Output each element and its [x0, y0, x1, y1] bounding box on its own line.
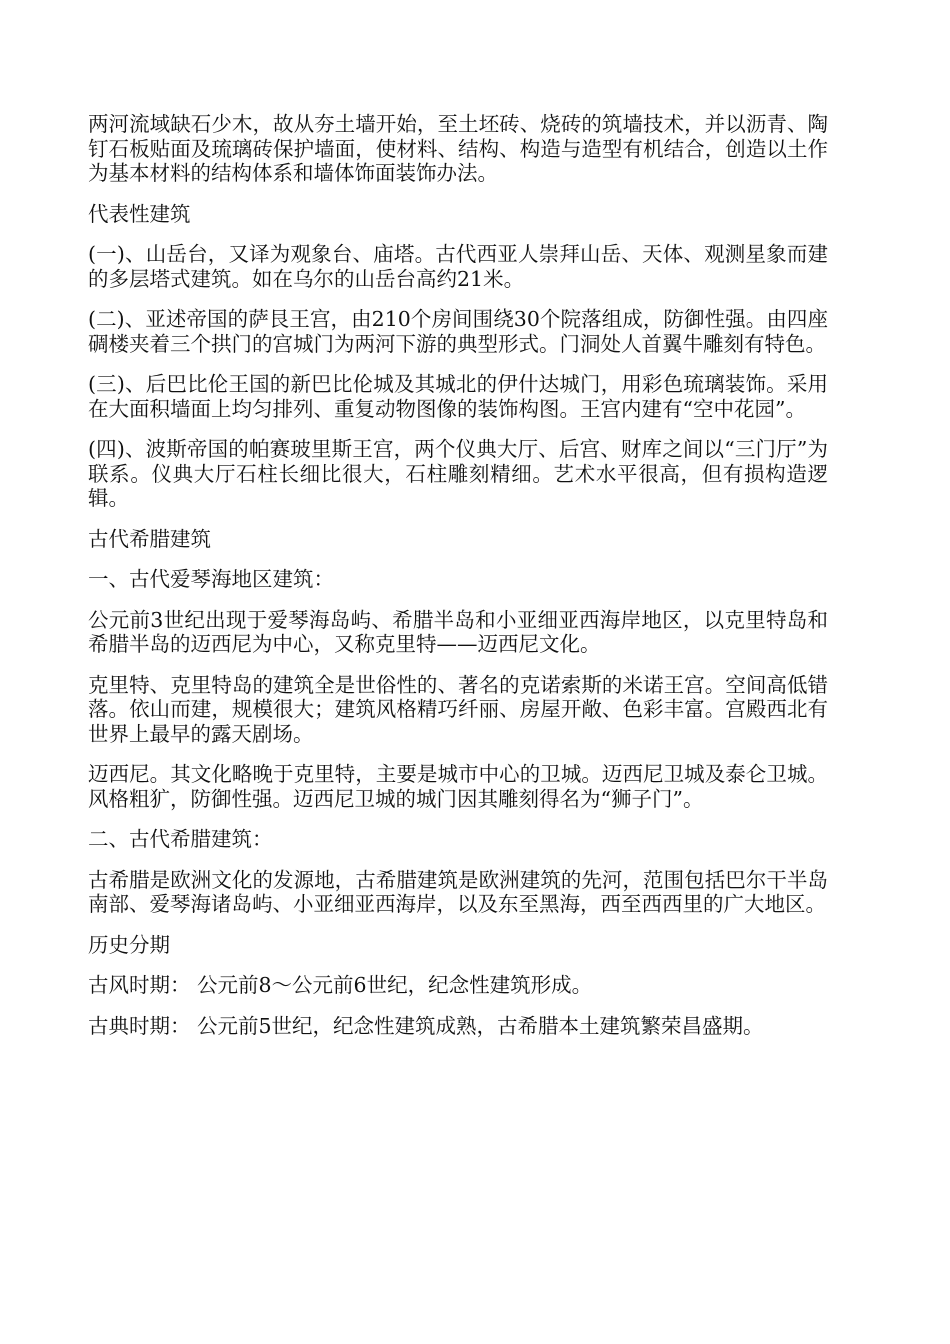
paragraph-intro: 两河流域缺石少木，故从夯土墙开始，至土坯砖、烧砖的筑墙技术，并以沥青、陶钉石板贴面及琉璃砖保护墙面，使材料、结构、构造与造型有机结合，创造以土作为基本材料的结构体系和墙体饰面装饰办法。	[88, 112, 828, 185]
paragraph-babylon: (三)、后巴比伦王国的新巴比伦城及其城北的伊什达城门，用彩色琉璃装饰。采用在大面积墙面上均匀排列、重复动物图像的装饰构图。王宫内建有“空中花园”。	[88, 372, 828, 421]
paragraph-archaic-period: 古风时期： 公元前8～公元前6世纪，纪念性建筑形成。	[88, 973, 593, 997]
paragraph-crete: 克里特、克里特岛的建筑全是世俗性的、著名的克诺索斯的米诺王宫。空间高低错落。依山而建，规模很大；建筑风格精巧纤丽、房屋开敞、色彩丰富。宫殿西北有世界上最早的露天剧场。	[88, 672, 828, 746]
paragraph-classical-period: 古典时期： 公元前5世纪，纪念性建筑成熟，古希腊本土建筑繁荣昌盛期。	[88, 1013, 764, 1038]
heading-representative-buildings: 代表性建筑	[88, 201, 191, 226]
heading-ancient-greek-architecture: 古代希腊建筑	[88, 526, 211, 551]
document-page	[88, 112, 828, 1054]
paragraph-persepolis: (四)、波斯帝国的帕赛玻里斯王宫，两个仪典大厅、后宫、财库之间以“三门厅”为联系。仪典大厅石柱长细比很大，石柱雕刻精细。艺术水平很高，但有损构造逻辑。	[88, 437, 828, 510]
paragraph-ziggurat: (一)、山岳台，又译为观象台、庙塔。古代西亚人崇拜山岳、天体、观测星象而建的多层塔式建筑。如在乌尔的山岳台高约21米。	[88, 242, 828, 291]
paragraph-sargon-palace: (二)、亚述帝国的萨艮王宫，由210个房间围绕30个院落组成，防御性强。由四座碉楼夹着三个拱门的宫城门为两河下游的典型形式。门洞处人首翼牛雕刻有特色。	[88, 307, 828, 356]
heading-aegean-architecture: 一、古代爱琴海地区建筑：	[88, 567, 334, 591]
heading-greek-architecture: 二、古代希腊建筑：	[88, 827, 273, 851]
heading-historical-periods: 历史分期	[88, 932, 170, 957]
paragraph-mycenae: 迈西尼。其文化略晚于克里特，主要是城市中心的卫城。迈西尼卫城及泰仑卫城。风格粗犷，防御性强。迈西尼卫城的城门因其雕刻得名为“狮子门”。	[88, 762, 828, 811]
paragraph-aegean-origin: 公元前3世纪出现于爱琴海岛屿、希腊半岛和小亚细亚西海岸地区，以克里特岛和希腊半岛的迈西尼为中心，又称克里特——迈西尼文化。	[88, 607, 828, 656]
paragraph-greek-origin: 古希腊是欧洲文化的发源地，古希腊建筑是欧洲建筑的先河，范围包括巴尔干半岛南部、爱琴海诸岛屿、小亚细亚西海岸，以及东至黑海，西至西西里的广大地区。	[88, 867, 828, 916]
